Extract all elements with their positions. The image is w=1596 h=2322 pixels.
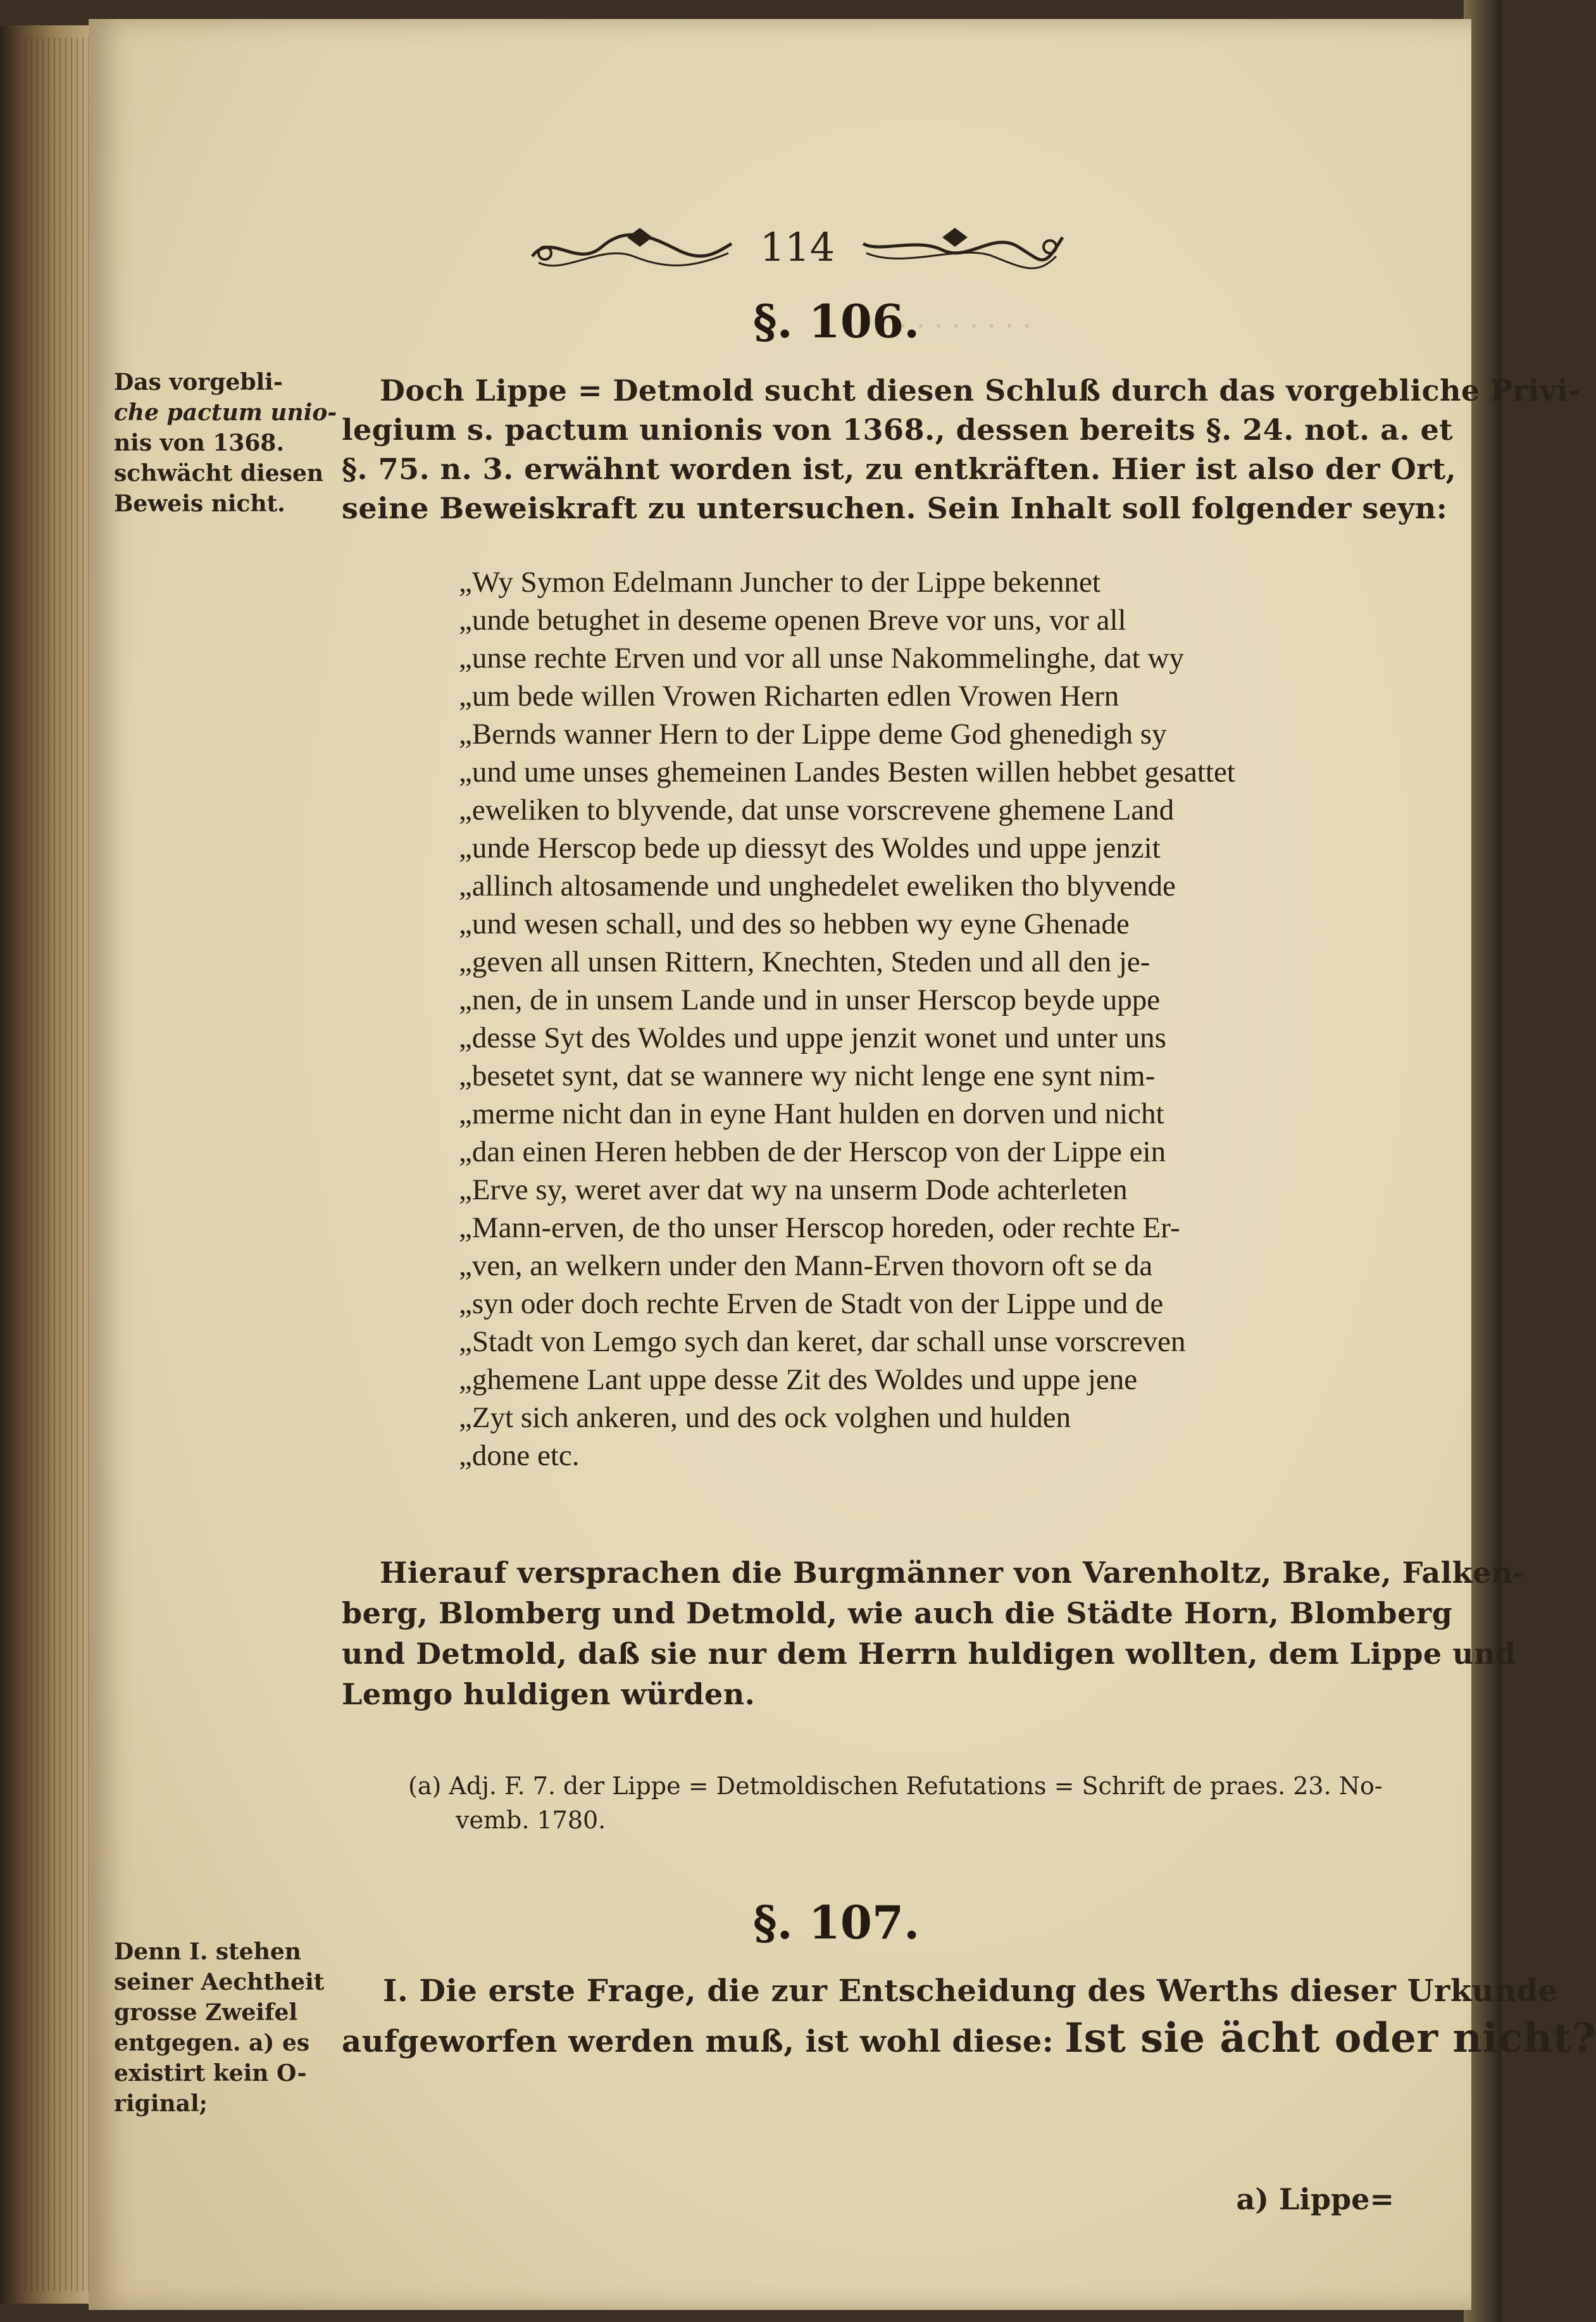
text-line: §. 75. n. 3. erwähnt worden ist, zu entkräften. Hier ist also der Ort,	[342, 452, 1457, 486]
quote-line: „unde betughet in deseme openen Breve vor uns, vor all	[459, 604, 1126, 637]
quote-line: „allinch altosamende und unghedelet eweliken tho blyvende	[459, 870, 1176, 902]
margin-note-line: schwächt diesen	[114, 460, 324, 487]
quote-line: „syn oder doch rechte Erven de Stadt von der Lippe und de	[459, 1287, 1164, 1320]
quote-line: „ven, an welkern under den Mann-Erven thovorn oft se da	[459, 1249, 1153, 1282]
margin-note-line: grosse Zweifel	[114, 1999, 298, 2026]
text-line: I. Die erste Frage, die zur Entscheidung des Werths dieser Urkunde	[383, 1973, 1558, 2009]
text-line: berg, Blomberg und Detmold, wie auch die Städte Horn, Blomberg	[342, 1596, 1453, 1630]
left-flourish-icon	[526, 218, 735, 275]
quote-line: „ghemene Lant uppe desse Zit des Woldes und uppe jene	[459, 1363, 1138, 1396]
quote-line: „Erve sy, weret aver dat wy na unserm Dode achterleten	[459, 1173, 1128, 1206]
margin-note-line: existirt kein O-	[114, 2060, 307, 2087]
right-flourish-icon	[860, 218, 1069, 275]
show-through: · · · · · · · ·	[899, 310, 1032, 342]
margin-note-2	[114, 1937, 324, 2119]
margin-note-line: Beweis nicht.	[114, 490, 285, 517]
text-line: Doch Lippe = Detmold sucht diesen Schluß durch das vorgebliche Privi-	[380, 373, 1581, 408]
quote-line: „um bede willen Vrowen Richarten edlen Vrowen Hern	[459, 680, 1119, 713]
quote-line: „nen, de in unsem Lande und in unser Herscop beyde uppe	[459, 983, 1161, 1016]
quote-line: „eweliken to blyvende, dat unse vorscrevene ghemene Land	[459, 794, 1175, 827]
quote-line: „und wesen schall, und des so hebben wy eyne Ghenade	[459, 908, 1130, 940]
quote-line: „Wy Symon Edelmann Juncher to der Lippe bekennet	[459, 566, 1100, 599]
quote-line: „und ume unses ghemeinen Landes Besten willen hebbet gesattet	[459, 756, 1235, 789]
page-edge-lines	[25, 38, 95, 2291]
text-line: Lemgo huldigen würden.	[342, 1677, 756, 1711]
catchword: a) Lippe=	[1236, 2182, 1394, 2216]
margin-note-line: entgegen. a) es	[114, 2030, 310, 2056]
footnote-line: (a) Adj. F. 7. der Lippe = Detmoldischen Refutations = Schrift de praes. 23. No-	[408, 1772, 1383, 1800]
margin-note-line: seiner Aechtheit	[114, 1969, 325, 1995]
quote-line: „unse rechte Erven und vor all unse Nakommelinghe, dat wy	[459, 642, 1184, 675]
text-line: Hierauf versprachen die Burgmänner von Varenholtz, Brake, Falken-	[380, 1556, 1526, 1590]
quote-line: „Mann-erven, de tho unser Herscop horeden, oder rechte Er-	[459, 1211, 1180, 1244]
footnote-line: vemb. 1780.	[456, 1806, 606, 1834]
margin-note-line: nis von 1368.	[114, 430, 285, 456]
quote-line: „geven all unsen Rittern, Knechten, Steden und all den je-	[459, 946, 1150, 978]
text-line	[342, 2014, 1596, 2062]
margin-note-line: Das vorgebli-	[114, 369, 283, 396]
quote-line: „desse Syt des Woldes und uppe jenzit wonet und unter uns	[459, 1021, 1166, 1054]
quote-line: „merme nicht dan in eyne Hant hulden en dorven und nicht	[459, 1097, 1164, 1130]
quote-line: „Zyt sich ankeren, und des ock volghen und hulden	[459, 1401, 1071, 1434]
margin-note-line: riginal;	[114, 2090, 208, 2117]
quote-line: „Stadt von Lemgo sych dan keret, dar schall unse vorscreven	[459, 1325, 1186, 1358]
quote-line: „unde Herscop bede up diessyt des Woldes und uppe jenzit	[459, 832, 1161, 865]
page-number: 114	[759, 223, 835, 270]
text-span: aufgeworfen werden muß, ist wohl diese:	[342, 2024, 1054, 2059]
margin-note-line: che pactum unio-	[114, 399, 337, 426]
section-heading-107: §. 107.	[753, 1895, 920, 1949]
quote-line: „Bernds wanner Hern to der Lippe deme God ghenedigh sy	[459, 718, 1167, 751]
quote-line: „besetet synt, dat se wannere wy nicht lenge ene synt nim-	[459, 1059, 1156, 1092]
text-line: legium s. pactum unionis von 1368., dessen bereits §. 24. not. a. et	[342, 413, 1454, 447]
margin-note-line: Denn I. stehen	[114, 1938, 301, 1965]
quote-line: „dan einen Heren hebben de der Herscop von der Lippe ein	[459, 1135, 1166, 1168]
text-line: und Detmold, daß sie nur dem Herrn huldigen wollten, dem Lippe und	[342, 1637, 1516, 1671]
section-heading-106: §. 106.	[753, 294, 920, 348]
page-header	[506, 209, 1088, 285]
margin-note-1	[114, 367, 337, 519]
key-question: Ist sie ächt oder nicht?	[1064, 2014, 1596, 2062]
quote-line: „done etc.	[459, 1439, 580, 1472]
text-line: seine Beweiskraft zu untersuchen. Sein Inhalt soll folgender seyn:	[342, 491, 1448, 525]
